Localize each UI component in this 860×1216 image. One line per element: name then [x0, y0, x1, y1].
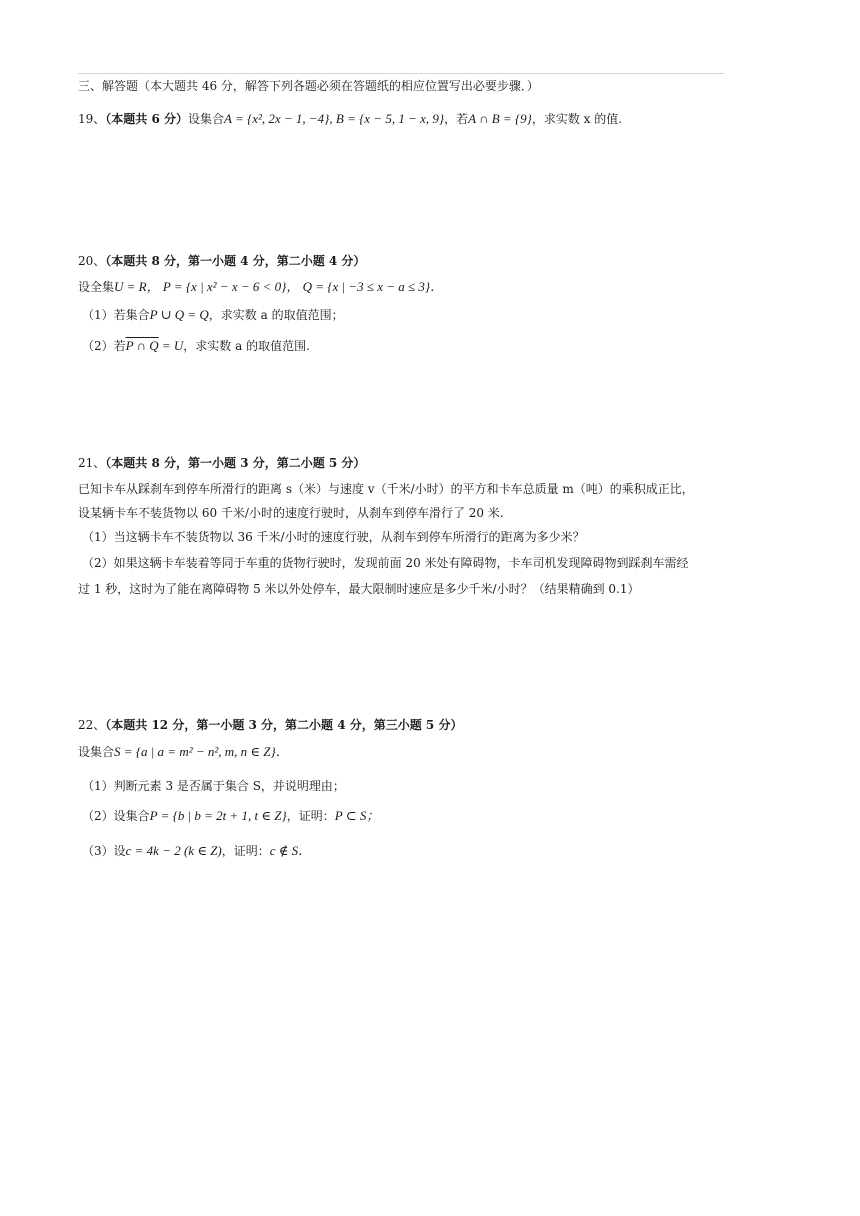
q22-p2-math: P = {b | b = 2t + 1, t ∈ Z} [149, 808, 287, 823]
q22-part1: （1）判断元素 3 是否属于集合 S，并说明理由； [82, 779, 345, 793]
q20-setup-math: U = R， P = {x | x² − x − 6 < 0}， Q = {x | −3 ≤ x − a ≤ 3}． [114, 279, 444, 294]
top-divider [78, 73, 724, 74]
q20-p2-rest: = U [158, 338, 184, 353]
q22-p2-prefix: （2）设集合 [82, 809, 150, 823]
q20-part2 [82, 338, 310, 354]
q22-p3-proof: c ∉ S． [269, 843, 312, 858]
q22-part2 [82, 808, 379, 824]
q21-line-3: （1）当这辆卡车不装货物以 36 千米/小时的速度行驶，从刹车到停车所滑行的距离为多少米？ [82, 530, 585, 544]
question-21-heading [78, 455, 365, 471]
q22-setup [78, 744, 289, 760]
q20-setup-text: 设全集 [78, 280, 115, 294]
q19-mid: ，若 [444, 112, 469, 126]
q20-p1-math: P ∪ Q = Q [149, 307, 209, 322]
q20-points: （本题共 8 分，第一小题 4 分，第二小题 4 分） [105, 254, 366, 268]
q22-setup-math: S = {a | a = m² − n², m, n ∈ Z}． [114, 744, 289, 759]
q21-points: （本题共 8 分，第一小题 3 分，第二小题 5 分） [105, 456, 366, 470]
q20-p2-suffix: ，求实数 a 的取值范围. [183, 339, 310, 353]
section-header: 三、解答题（本大题共 46 分，解答下列各题必须在答题纸的相应位置写出必要步骤．） [78, 79, 539, 93]
q19-condition: A ∩ B = {9} [468, 111, 532, 126]
q20-p2-complement: P ∩ Q [125, 338, 159, 353]
q21-line-2: 设某辆卡车不装货物以 60 千米/小时的速度行驶时，从刹车到停车滑行了 20 米. [78, 506, 504, 520]
q20-part1 [82, 307, 344, 323]
q21-line-4: （2）如果这辆卡车装着等同于车重的货物行驶时，发现前面 20 米处有障碍物，卡车司机发现障碍物到踩刹车需经 [82, 556, 689, 570]
q22-part3 [82, 843, 311, 859]
q21-line-5: 过 1 秒，这时为了能在离障碍物 5 米以外处停车，最大限制时速应是多少千米/小时？（结果精确到 0.1） [78, 582, 640, 596]
q21-number: 21、 [78, 456, 106, 470]
q22-setup-text: 设集合 [78, 745, 115, 759]
question-19 [78, 111, 622, 127]
q22-p2-mid: ，证明： [286, 809, 335, 823]
q20-number: 20、 [78, 254, 106, 268]
q20-p1-prefix: （1）若集合 [82, 308, 150, 322]
q22-p2-proof: P ⊂ S； [334, 808, 380, 823]
q19-number: 19、 [78, 112, 106, 126]
q20-setup [78, 279, 443, 295]
q22-points: （本题共 12 分，第一小题 3 分，第二小题 4 分，第三小题 5 分） [105, 718, 463, 732]
question-20-heading [78, 253, 365, 269]
q19-sets: A = {x², 2x − 1, −4}, B = {x − 5, 1 − x, 9} [224, 111, 445, 126]
q19-points: （本题共 6 分） [105, 112, 188, 126]
q21-line-1: 已知卡车从踩刹车到停车所滑行的距离 s（米）与速度 v（千米/小时）的平方和卡车总质量 m（吨）的乘积成正比， [78, 482, 694, 496]
q22-number: 22、 [78, 718, 106, 732]
q19-text-after: ，求实数 x 的值. [531, 112, 623, 126]
q22-p3-math: c = 4k − 2 (k ∈ Z) [125, 843, 222, 858]
question-22-heading [78, 717, 462, 733]
q22-p3-prefix: （3）设 [82, 844, 126, 858]
q19-text-before: 设集合 [188, 112, 225, 126]
q20-p2-prefix: （2）若 [82, 339, 126, 353]
q20-p1-suffix: ，求实数 a 的取值范围； [208, 308, 344, 322]
q22-p3-mid: ，证明： [221, 844, 270, 858]
